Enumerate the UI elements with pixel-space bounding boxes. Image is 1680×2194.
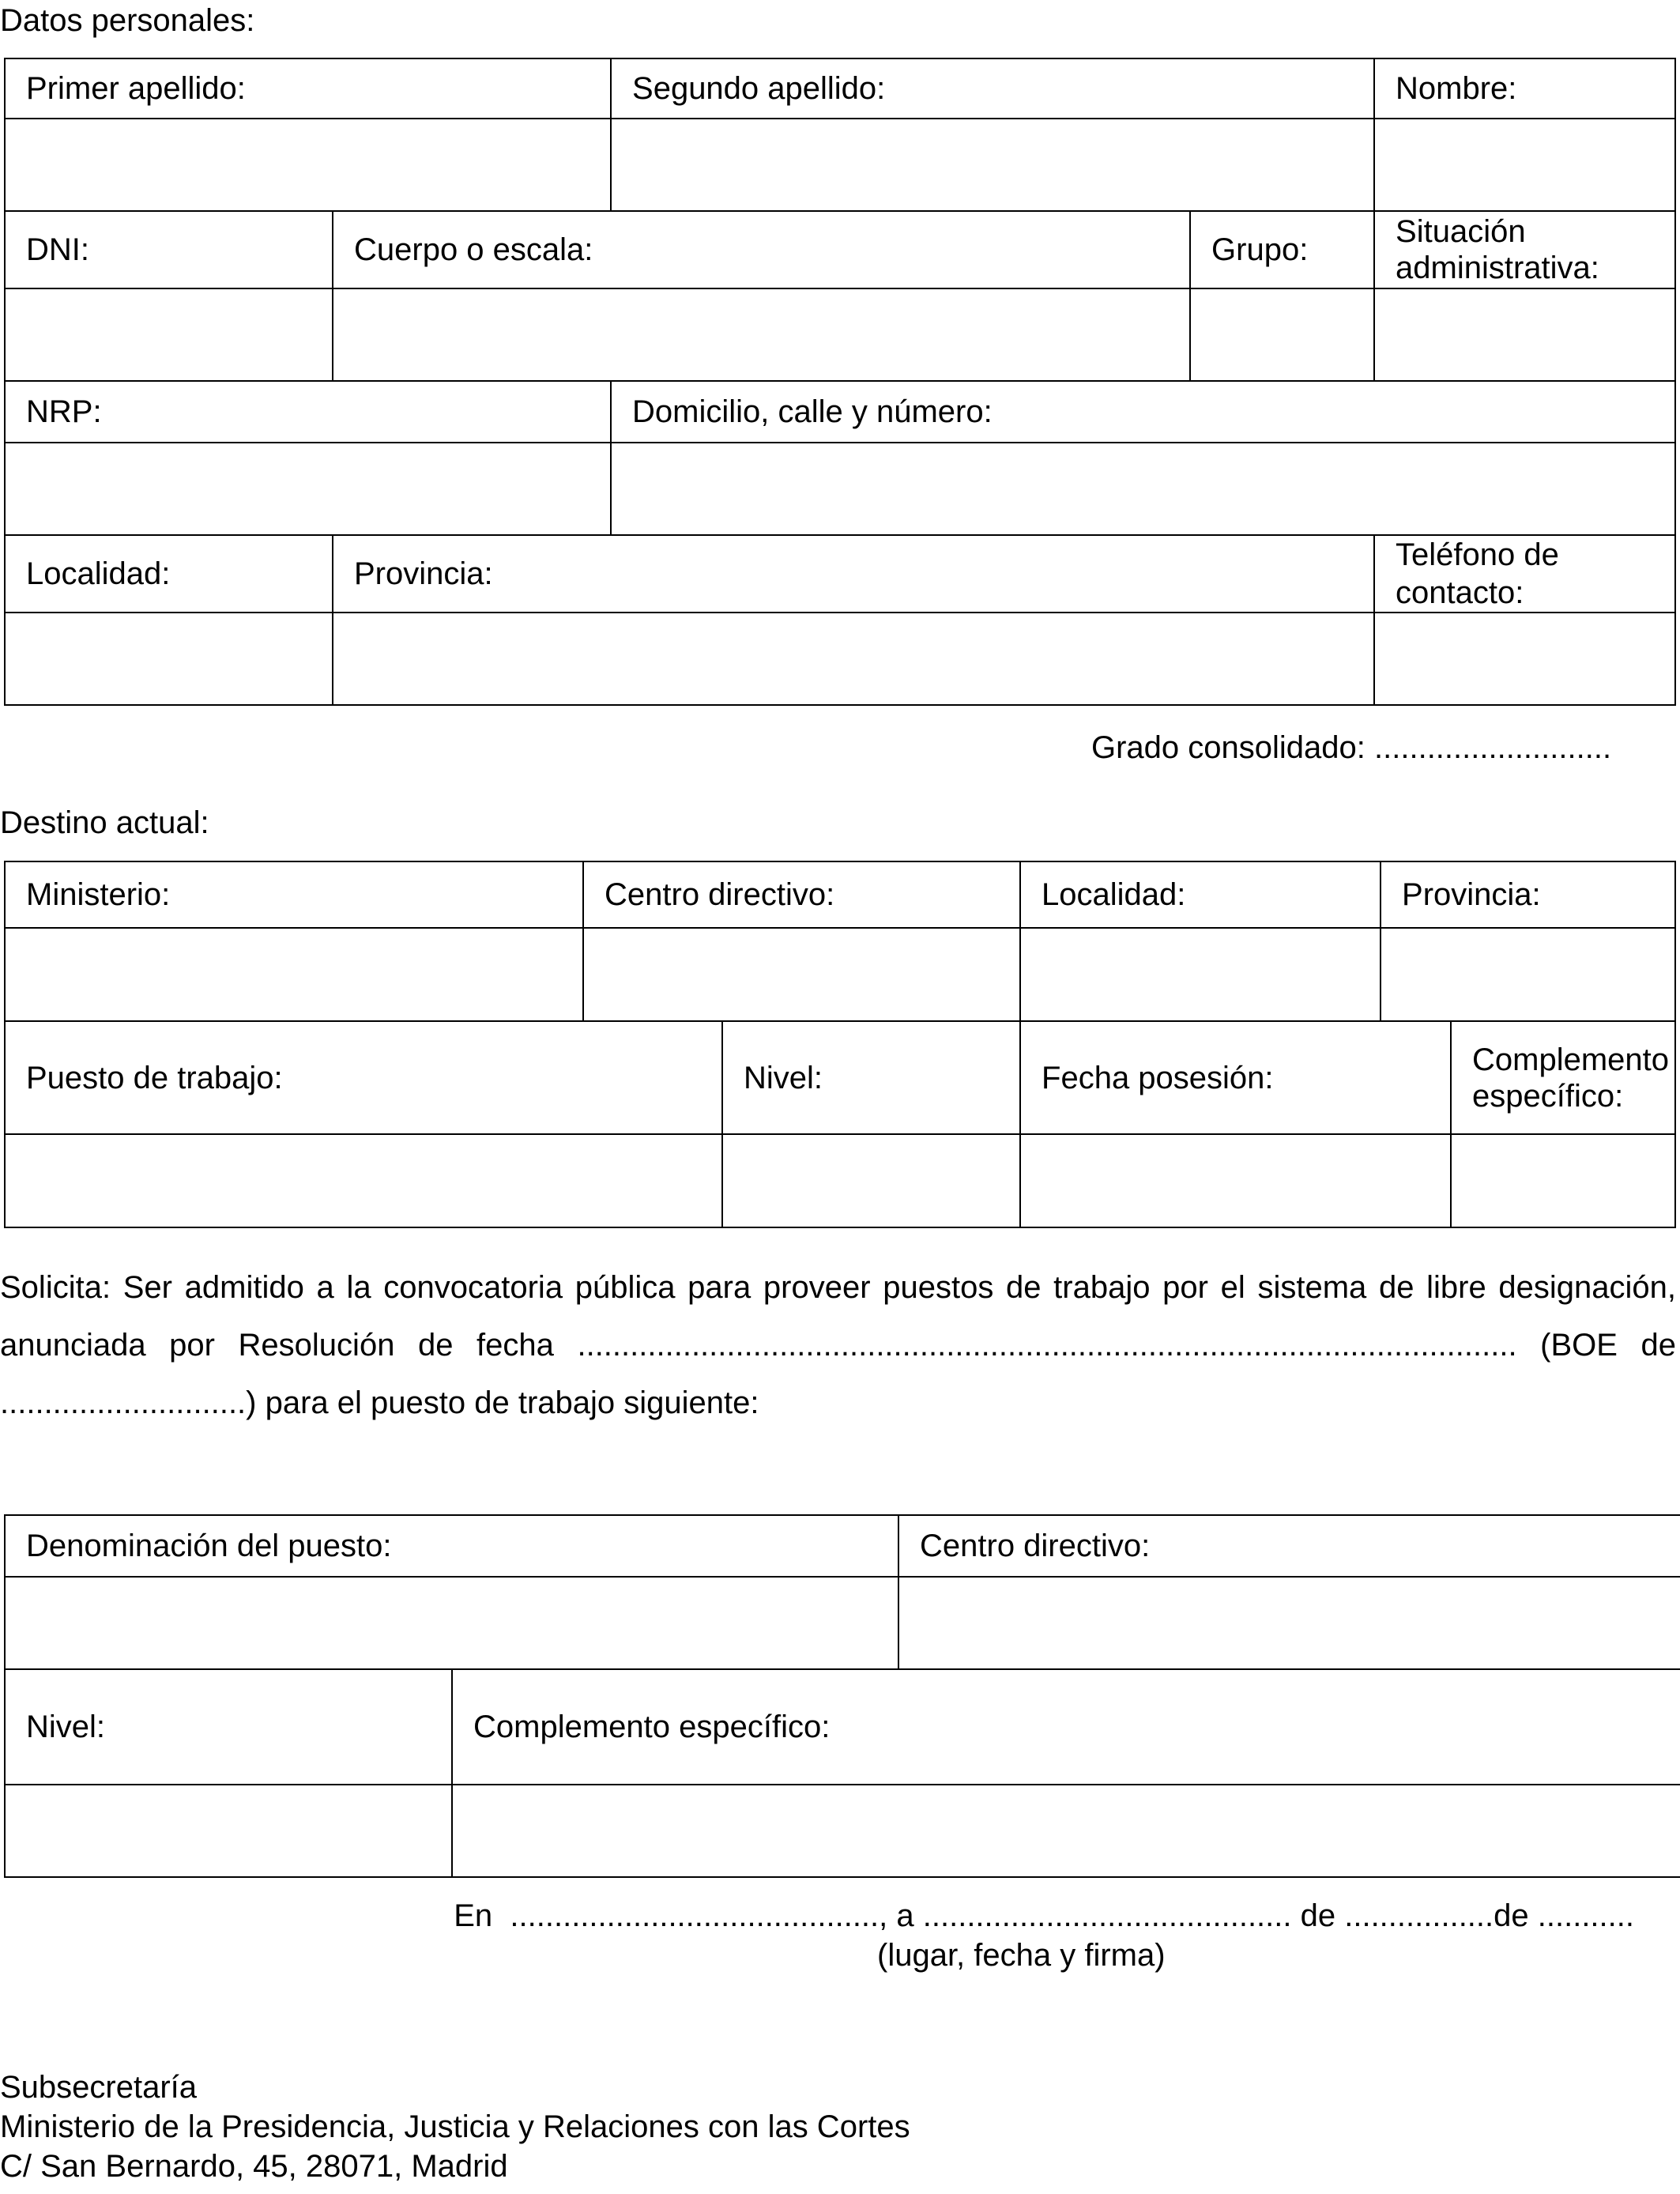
puesto-complemento-field[interactable] (452, 1785, 1680, 1877)
puesto-trabajo-label: Puesto de trabajo: (5, 1021, 722, 1134)
fecha-posesion-field[interactable] (1020, 1134, 1451, 1227)
provincia-label: Provincia: (333, 535, 1374, 613)
destino-table (4, 861, 1676, 1228)
situacion-administrativa-field[interactable] (1374, 288, 1675, 381)
destino-localidad-field[interactable] (1020, 928, 1381, 1021)
complemento-especifico-label (1451, 1021, 1675, 1134)
nombre-label: Nombre: (1374, 58, 1675, 119)
puesto-trabajo-field[interactable] (5, 1134, 722, 1227)
complemento-especifico-field[interactable] (1451, 1134, 1675, 1227)
telefono-field[interactable] (1374, 613, 1675, 705)
puesto-centro-field[interactable] (898, 1577, 1680, 1669)
nrp-field[interactable] (5, 443, 611, 535)
centro-directivo-label: Centro directivo: (583, 861, 1020, 928)
localidad-field[interactable] (5, 613, 333, 705)
puesto-nivel-field[interactable] (5, 1785, 452, 1877)
solicita-paragraph: Solicita: Ser admitido a la convocatoria pública para proveer puestos de trabajo por el sistema de libre designación, anunciada por Resolución de fecha ........................................................................................................... (BOE de ............................) para el puesto de trabajo siguiente: (0, 1270, 1676, 1420)
puesto-complemento-label: Complemento específico: (452, 1669, 1680, 1785)
grupo-field[interactable] (1190, 288, 1374, 381)
footer-address: C/ San Bernardo, 45, 28071, Madrid (0, 2149, 508, 2184)
ministerio-label: Ministerio: (5, 861, 583, 928)
destino-provincia-field[interactable] (1381, 928, 1675, 1021)
personal-heading: Datos personales: (0, 3, 255, 38)
firma-caption: (lugar, fecha y firma) (877, 1938, 1166, 1973)
provincia-field[interactable] (333, 613, 1374, 705)
situacion-line-2: administrativa: (1396, 251, 1599, 285)
denominacion-field[interactable] (5, 1577, 898, 1669)
footer-ministerio: Ministerio de la Presidencia, Justicia y Relaciones con las Cortes (0, 2109, 910, 2144)
nombre-field[interactable] (1374, 119, 1675, 211)
domicilio-label: Domicilio, calle y número: (611, 381, 1675, 443)
domicilio-field[interactable] (611, 443, 1675, 535)
complemento-line-2: específico: (1472, 1078, 1624, 1114)
grado-consolidado: Grado consolidado: ........................... (1091, 730, 1612, 765)
nivel-field[interactable] (722, 1134, 1020, 1227)
segundo-apellido-label: Segundo apellido: (611, 58, 1374, 119)
destino-provincia-label: Provincia: (1381, 861, 1675, 928)
dni-label: DNI: (5, 211, 333, 288)
puesto-centro-label: Centro directivo: (898, 1515, 1680, 1577)
destino-heading: Destino actual: (0, 805, 209, 840)
situacion-administrativa-label (1374, 211, 1675, 288)
fecha-posesion-label: Fecha posesión: (1020, 1021, 1451, 1134)
telefono-label: Teléfono de contacto: (1374, 535, 1675, 613)
destino-localidad-label: Localidad: (1020, 861, 1381, 928)
footer-subsecretaria: Subsecretaría (0, 2070, 198, 2105)
nrp-label: NRP: (5, 381, 611, 443)
firma-line: En .........................................., a .......................................... de .................de ........... (454, 1898, 1634, 1933)
nivel-label: Nivel: (722, 1021, 1020, 1134)
denominacion-label: Denominación del puesto: (5, 1515, 898, 1577)
primer-apellido-label: Primer apellido: (5, 58, 611, 119)
situacion-line-1: Situación (1396, 214, 1526, 249)
grupo-label: Grupo: (1190, 211, 1374, 288)
segundo-apellido-field[interactable] (611, 119, 1374, 211)
personal-data-table (4, 58, 1676, 706)
localidad-label: Localidad: (5, 535, 333, 613)
centro-directivo-field[interactable] (583, 928, 1020, 1021)
ministerio-field[interactable] (5, 928, 583, 1021)
primer-apellido-field[interactable] (5, 119, 611, 211)
cuerpo-escala-field[interactable] (333, 288, 1190, 381)
puesto-solicitado-table (4, 1514, 1680, 1878)
complemento-line-1: Complemento (1472, 1042, 1670, 1077)
puesto-nivel-label: Nivel: (5, 1669, 452, 1785)
cuerpo-escala-label: Cuerpo o escala: (333, 211, 1190, 288)
dni-field[interactable] (5, 288, 333, 381)
